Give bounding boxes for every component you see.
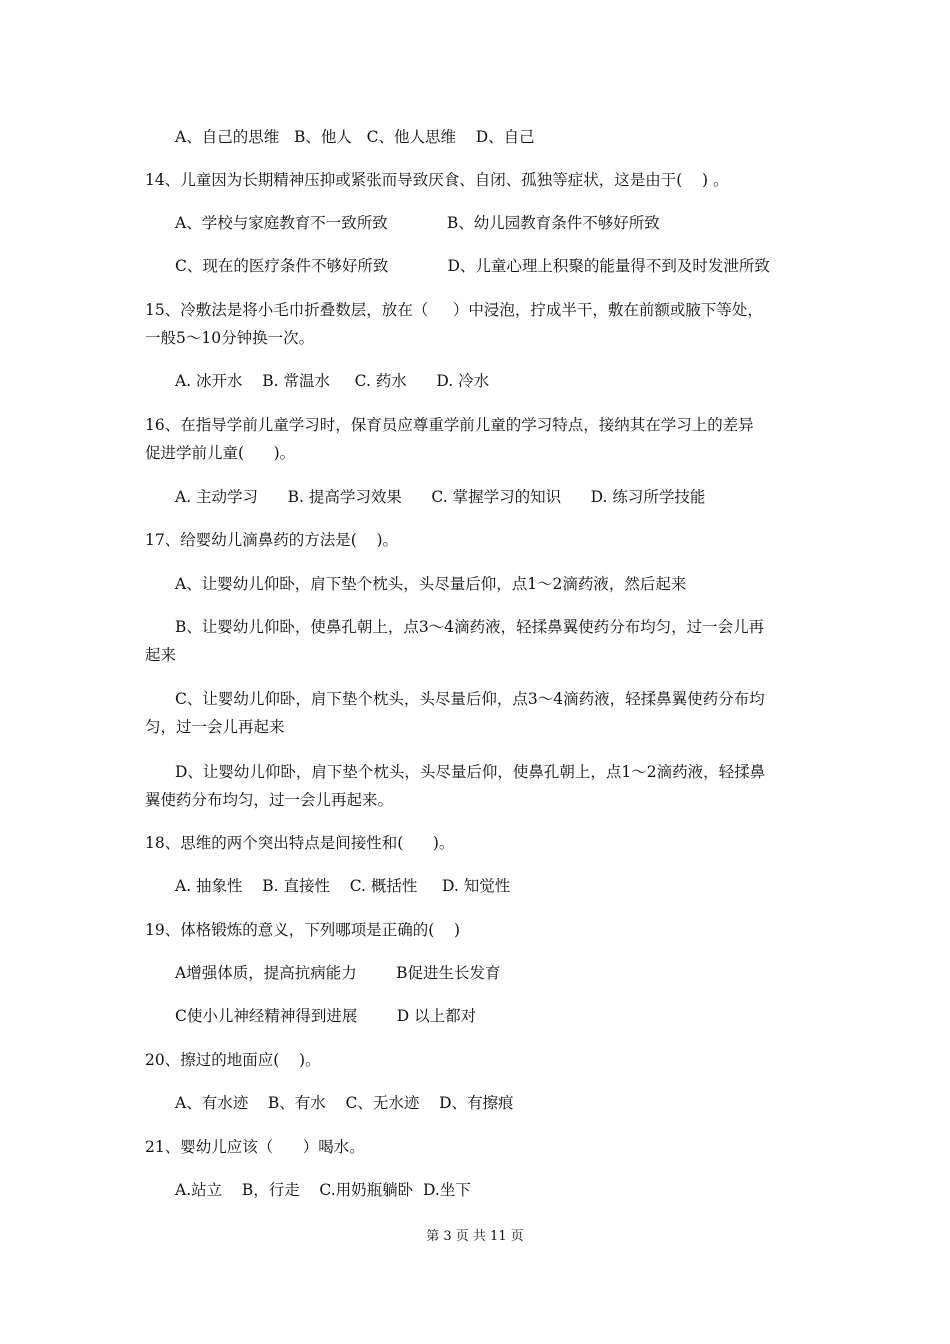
answer-option: A. 主动学习 B. 提高学习效果 C. 掌握学习的知识 D. 练习所学技能 — [175, 488, 706, 506]
answer-option: A. 冰开水 B. 常温水 C. 药水 D. 冷水 — [175, 372, 490, 390]
question-text: 16、在指导学前儿童学习时，保育员应尊重学前儿童的学习特点，接纳其在学习上的差异 — [145, 416, 754, 434]
answer-option: C使小儿神经精神得到进展 D 以上都对 — [175, 1007, 477, 1025]
question-text: 15、冷敷法是将小毛巾折叠数层，放在（ ）中浸泡，拧成半干，敷在前额或腋下等处， — [145, 301, 763, 319]
question-text: 19、体格锻炼的意义，下列哪项是正确的( ) — [145, 921, 461, 939]
answer-option: A.站立 B，行走 C.用奶瓶躺卧 D.坐下 — [175, 1181, 471, 1199]
question-text: 17、给婴幼儿滴鼻药的方法是( )。 — [145, 531, 399, 549]
question-text: 18、思维的两个突出特点是间接性和( )。 — [145, 834, 455, 852]
question-text: 起来 — [145, 646, 177, 664]
answer-option: B、让婴幼儿仰卧，使鼻孔朝上，点3～4滴药液，轻揉鼻翼使药分布均匀，过一会儿再 — [175, 618, 765, 636]
question-text: 促进学前儿童( )。 — [145, 444, 296, 462]
question-text: 一般5～10分钟换一次。 — [145, 329, 315, 347]
answer-option: C、让婴幼儿仰卧，肩下垫个枕头，头尽量后仰，点3～4滴药液，轻揉鼻翼使药分布均 — [175, 690, 765, 708]
question-text: 匀，过一会儿再起来 — [145, 718, 285, 736]
answer-option: C、现在的医疗条件不够好所致 D、儿童心理上积聚的能量得不到及时发泄所致 — [175, 257, 770, 275]
answer-option: A增强体质，提高抗病能力 B促进生长发育 — [175, 964, 501, 982]
question-text: 21、婴幼儿应该（ ）喝水。 — [145, 1138, 365, 1156]
answer-option: A、学校与家庭教育不一致所致 B、幼儿园教育条件不够好所致 — [175, 214, 660, 232]
question-text: 20、擦过的地面应( )。 — [145, 1051, 321, 1069]
answer-option: A、有水迹 B、有水 C、无水迹 D、有擦痕 — [175, 1094, 514, 1112]
question-text: 翼使药分布均匀，过一会儿再起来。 — [145, 791, 394, 809]
answer-option: A、自己的思维 B、他人 C、他人思维 D、自己 — [175, 128, 535, 146]
question-text: 14、儿童因为长期精神压抑或紧张而导致厌食、自闭、孤独等症状，这是由于( ) 。 — [145, 171, 729, 189]
answer-option: D、让婴幼儿仰卧，肩下垫个枕头，头尽量后仰，使鼻孔朝上，点1～2滴药液，轻揉鼻 — [175, 763, 766, 781]
answer-option: A、让婴幼儿仰卧，肩下垫个枕头，头尽量后仰，点1～2滴药液，然后起来 — [175, 575, 687, 593]
answer-option: A. 抽象性 B. 直接性 C. 概括性 D. 知觉性 — [175, 877, 511, 895]
page-footer: 第 3 页 共 11 页 — [426, 1229, 524, 1244]
